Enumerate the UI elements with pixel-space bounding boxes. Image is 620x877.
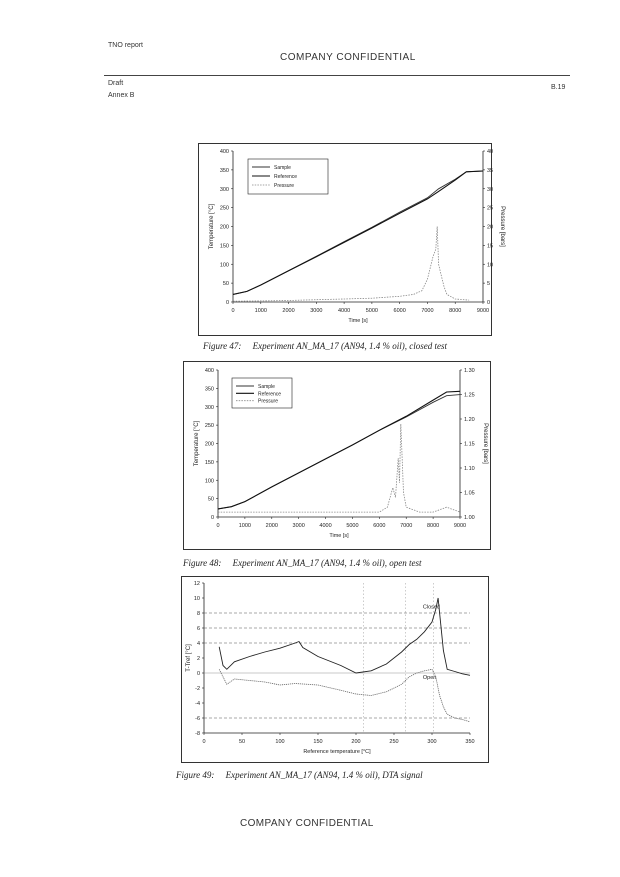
y-tick-label: 400 [219,149,229,155]
y-tick-label: 400 [204,368,214,374]
y-tick-label: 150 [204,459,214,466]
legend-label: Sample [274,165,291,171]
x-tick-label: 9000 [476,308,490,314]
y-tick-label: 100 [219,262,229,269]
y2-tick-label: 10 [487,262,494,269]
figure-49-caption: Figure 49: Experiment AN_MA_17 (AN94, 1.4 % oil), DTA signal [176,770,423,780]
y-tick-label: 8 [196,611,200,617]
x-tick-label: 100 [275,739,285,745]
y-tick-label: -2 [195,686,200,692]
x-tick-label: 200 [351,739,361,745]
y-tick-label: 250 [204,423,214,430]
x-tick-label: 8000 [426,523,440,529]
figure-48-chart [183,361,491,550]
x-tick-label: 50 [238,739,246,745]
y-axis-label: Temperature [°C] [194,420,200,467]
y2-tick-label: 1.20 [464,417,475,423]
x-tick-label: 0 [202,739,206,745]
y2-tick-label: 15 [487,243,494,250]
annex-label: Annex B [108,92,135,99]
y-tick-label: 50 [222,281,229,288]
x-tick-label: 300 [427,739,437,745]
series-pressure-line [218,424,460,512]
y2-tick-label: 1.00 [464,515,475,521]
y-tick-label: 50 [207,496,214,503]
figure-49-chart [181,576,489,763]
y-tick-label: 200 [219,224,229,231]
page-number: B.19 [551,84,566,91]
x-tick-label: 8000 [449,308,462,314]
y2-tick-label: 25 [487,205,494,212]
draft-label: Draft [108,80,124,87]
x-tick-label: 6000 [373,523,386,529]
y-tick-label: 10 [193,596,200,602]
x-tick-label: 9000 [453,523,467,529]
y2-tick-label: 35 [487,167,494,174]
y-tick-label: 0 [225,300,229,306]
y2-tick-label: 1.05 [464,490,475,497]
annotation-label: Open [422,675,437,681]
figure-47-svg [199,144,505,335]
y-tick-label: 350 [204,386,214,393]
x-tick-label: 0 [231,308,235,314]
figure-47-caption: Figure 47: Experiment AN_MA_17 (AN94, 1.4 % oil), closed test [203,341,447,351]
legend-label: Reference [258,391,282,398]
y-axis-label: Temperature [°C] [209,203,215,250]
y-tick-label: 4 [196,641,200,647]
y-tick-label: 0 [196,671,200,677]
figure-48-caption: Figure 48: Experiment AN_MA_17 (AN94, 1.4 % oil), open test [183,558,422,568]
y-axis-label: T-Tref [°C] [186,644,192,672]
y-tick-label: -6 [195,716,200,722]
figure-47-chart [198,143,505,336]
y-tick-label: 12 [193,581,200,587]
x-tick-label: 0 [216,523,220,529]
y2-tick-label: 1.25 [464,392,475,399]
x-tick-label: 3000 [310,308,323,314]
legend-label: Pressure [258,398,279,405]
x-tick-label: 350 [465,739,475,745]
y-tick-label: 100 [204,478,214,485]
x-tick-label: 1000 [238,523,252,529]
legend-label: Sample [258,384,275,390]
y-tick-label: 250 [219,205,229,212]
y2-tick-label: 1.10 [464,466,475,472]
y-tick-label: 2 [196,656,200,662]
x-tick-label: 150 [313,739,323,745]
y-tick-label: 200 [204,441,214,448]
x-tick-label: 7000 [400,523,413,529]
x-tick-label: 250 [389,739,399,745]
legend-label: Pressure [274,183,295,189]
x-tick-label: 5000 [346,523,359,529]
y2-tick-label: 30 [487,186,494,193]
x-tick-label: 2000 [282,308,295,314]
y2-tick-label: 40 [487,149,494,155]
series-reference-line [218,391,460,509]
x-tick-label: 1000 [254,308,267,314]
y-tick-label: 300 [219,186,229,193]
y2-tick-label: 0 [487,300,491,306]
y-tick-label: 6 [196,626,200,632]
y2-axis-label: Pressure [bars] [499,206,505,247]
y2-tick-label: 1.30 [464,368,475,374]
header-rule [104,75,570,76]
y-tick-label: -4 [195,701,200,707]
figure-49-svg [182,577,488,762]
y-tick-label: 150 [219,243,229,250]
x-tick-label: 7000 [421,308,434,314]
x-axis-label: Reference temperature [°C] [303,749,371,755]
x-axis-label: Time [s] [348,318,368,324]
x-tick-label: 2000 [265,523,278,529]
y2-axis-label: Pressure [bars] [482,423,488,464]
confidential-footer: COMPANY CONFIDENTIAL [240,818,374,829]
y2-tick-label: 20 [487,224,494,231]
y-tick-label: -8 [195,731,200,737]
annotation-label: Closed [422,604,441,611]
y2-tick-label: 1.15 [464,441,475,448]
figure-48-svg [184,362,490,549]
legend-label: Reference [274,174,298,180]
confidential-header: COMPANY CONFIDENTIAL [280,52,416,63]
report-label: TNO report [108,42,144,49]
y2-tick-label: 5 [487,281,491,288]
y-tick-label: 0 [210,515,214,521]
x-tick-label: 6000 [393,308,406,314]
y-tick-label: 300 [204,404,214,411]
y-tick-label: 350 [219,167,229,174]
x-axis-label: Time [s] [329,533,349,539]
x-tick-label: 4000 [337,308,351,314]
x-tick-label: 5000 [365,308,379,314]
x-tick-label: 4000 [319,523,332,529]
x-tick-label: 3000 [292,523,305,529]
